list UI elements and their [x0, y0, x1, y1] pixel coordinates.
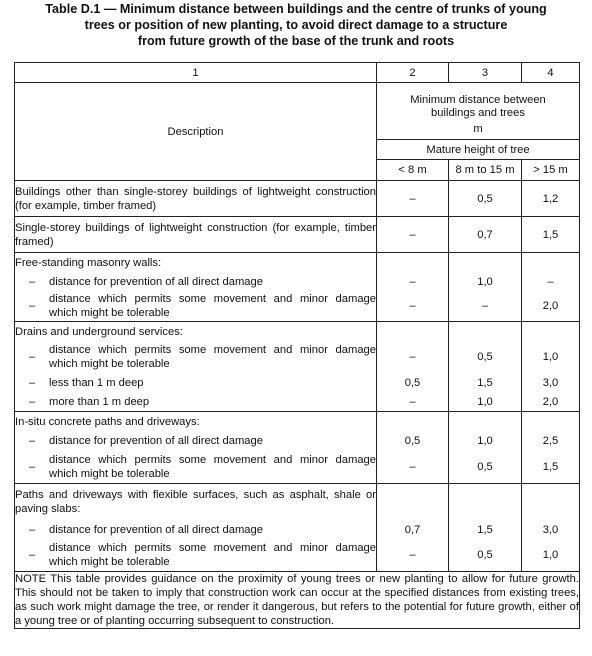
value-medium: 0,5 — [477, 461, 493, 473]
value-large: – — [547, 275, 554, 288]
value-small: 0,7 — [404, 523, 421, 536]
group-heading: In-situ concrete paths and driveways: — [15, 415, 200, 428]
unit-label: m — [377, 120, 580, 140]
height-band-medium: 8 m to 15 m — [449, 160, 522, 181]
title-line-3: from future growth of the base of the trunk and roots — [137, 34, 455, 48]
value-medium: 0,5 — [477, 192, 493, 205]
value-medium: 0,5 — [477, 549, 493, 561]
sub-item-text: distance for prevention of all direct damage — [49, 435, 263, 447]
sub-item-text: less than 1 m deep — [49, 376, 144, 389]
sub-item — [15, 341, 376, 373]
value-medium: 1,5 — [477, 376, 493, 389]
dash-bullet: – — [29, 376, 36, 389]
value-large: 2,0 — [542, 300, 559, 312]
value-medium: 0,5 — [477, 351, 493, 363]
value-medium: 0,7 — [477, 228, 493, 241]
col-number-2: 2 — [377, 63, 449, 83]
col-number-4: 4 — [522, 63, 580, 83]
sub-item — [15, 539, 376, 571]
value-large: 3,0 — [542, 523, 559, 536]
title-line-2: trees or position of new planting, to avoid direct damage to a structure — [84, 18, 508, 32]
table-row-group — [15, 322, 580, 412]
sub-item-text: distance which permits some movement and minor damage which might be tolerable — [49, 344, 376, 370]
table-row-group — [15, 412, 580, 484]
value-small: – — [409, 275, 416, 288]
table-row — [15, 217, 580, 253]
value-small: – — [409, 549, 416, 561]
dash-bullet: – — [29, 300, 36, 312]
title-line-1: Table D.1 — Minimum distance between buildings and the centre of trunks of young — [45, 2, 547, 16]
dash-bullet: – — [29, 435, 36, 447]
group-heading: Paths and driveways with flexible surfaces, such as asphalt, shale or paving slabs: — [15, 489, 376, 515]
sub-item-text: distance which permits some movement and minor damage which might be tolerable — [49, 542, 376, 568]
value-medium: 1,0 — [477, 435, 493, 447]
value-large: 1,5 — [542, 228, 559, 241]
table-row — [15, 181, 580, 217]
mature-height-header: Mature height of tree — [377, 140, 580, 160]
value-small: – — [409, 395, 416, 408]
value-large: 1,0 — [542, 549, 559, 561]
dash-bullet: – — [29, 395, 36, 408]
col-number-1: 1 — [15, 63, 377, 83]
table-note: NOTE This table provides guidance on the proximity of young trees or new planting to allow for future growth. This should not be taken to imply that construction work can occur at the specified distances from existing trees, as such work might damage the tree, or render it dangerous, but refers to the potential for future growth, either of a young tree or of planting occurring subsequent to construction. — [15, 573, 579, 627]
sub-item — [15, 451, 376, 483]
value-small: – — [409, 192, 416, 205]
sub-item — [15, 431, 376, 451]
dash-bullet: – — [29, 523, 36, 536]
group-heading: Drains and underground services: — [15, 325, 183, 338]
group-heading: Free-standing masonry walls: — [15, 256, 162, 269]
value-medium: – — [481, 300, 489, 312]
value-small: 0,5 — [404, 435, 421, 447]
value-large: 2,0 — [542, 395, 559, 408]
value-medium: 1,5 — [477, 523, 493, 536]
value-large: 1,5 — [542, 461, 559, 473]
column-number-row — [15, 63, 580, 83]
table-row-group — [15, 484, 580, 572]
sub-item-text: distance which permits some movement and minor damage which might be tolerable — [49, 454, 376, 480]
sub-item — [15, 291, 376, 321]
height-band-small: < 8 m — [377, 160, 449, 181]
value-large: 3,0 — [542, 376, 559, 389]
sub-item-text: more than 1 m deep — [49, 395, 150, 408]
sub-item-text: distance which permits some movement and minor damage which might be tolerable — [49, 293, 376, 319]
row-description: Single-storey buildings of lightweight construction (for example, timber framed) — [15, 221, 376, 248]
dash-bullet: – — [29, 351, 36, 363]
description-header: Description — [15, 83, 377, 181]
value-medium: 1,0 — [477, 275, 493, 288]
height-band-large: > 15 m — [522, 160, 580, 181]
dash-bullet: – — [29, 461, 36, 473]
min-distance-header: Minimum distance between buildings and trees — [377, 83, 580, 120]
dash-bullet: – — [29, 549, 36, 561]
table-row-group — [15, 253, 580, 322]
sub-item-text: distance for prevention of all direct damage — [49, 523, 263, 536]
value-large: 1,0 — [542, 351, 559, 363]
value-small: – — [409, 461, 416, 473]
value-small: 0,5 — [404, 376, 421, 389]
sub-item — [15, 392, 376, 411]
value-small: – — [409, 228, 416, 241]
sub-item-text: distance for prevention of all direct damage — [49, 275, 263, 288]
distance-table — [14, 62, 580, 629]
value-large: 2,5 — [542, 435, 559, 447]
dash-bullet: – — [29, 275, 36, 288]
value-large: 1,2 — [542, 192, 559, 205]
sub-item — [15, 520, 376, 539]
value-small: – — [409, 300, 416, 312]
row-description: Buildings other than single-storey buildings of lightweight construction (for example, timber framed) — [15, 185, 376, 212]
col-number-3: 3 — [449, 63, 522, 83]
sub-item — [15, 272, 376, 291]
table-title — [0, 0, 592, 48]
value-medium: 1,0 — [477, 395, 493, 408]
sub-item — [15, 373, 376, 392]
value-small: – — [409, 351, 416, 363]
